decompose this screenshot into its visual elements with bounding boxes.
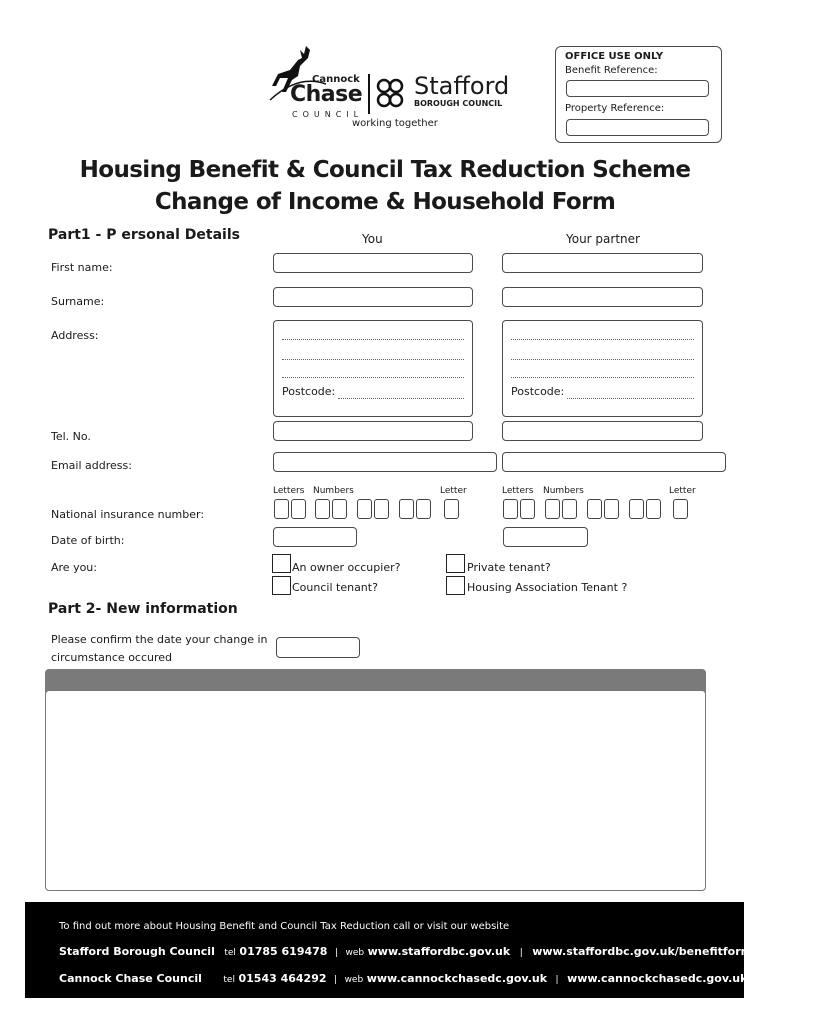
footer-stafford-row: Stafford Borough Council tel 01785 619478 | web www.staffordbc.gov.uk | www.staffordbc.gov.uk/benefitforms [59,945,759,958]
owner-label: An owner occupier? [292,561,401,574]
dob-you[interactable] [273,527,357,547]
footer-cannock-tel: 01543 464292 [238,972,327,985]
tel-label: Tel. No. [51,430,91,443]
ha-tenant-label: Housing Association Tenant ? [467,581,628,594]
logo-borough: BOROUGH COUNCIL [414,99,503,108]
ni-box[interactable] [587,499,602,519]
footer [25,902,831,998]
postcode-label-partner: Postcode: [511,385,565,398]
stafford-knot-icon [374,76,406,112]
benefit-ref-label: Benefit Reference: [565,65,658,76]
ni-box[interactable] [416,499,431,519]
ni-box[interactable] [503,499,518,519]
part2-heading: Part 2- New information [48,601,238,617]
dob-partner[interactable] [503,527,588,547]
ni-letters-partner: Letters [502,486,534,496]
email-partner[interactable] [502,452,726,472]
footer-stafford-tel: 01785 619478 [239,945,328,958]
ni-box[interactable] [357,499,372,519]
footer-cannock-row: Cannock Chase Council tel 01543 464292 | web www.cannockchasedc.gov.uk | www.cannockchasedc.gov.uk/benefitforms [59,972,831,985]
private-tenant-checkbox[interactable] [446,554,465,573]
ni-box[interactable] [274,499,289,519]
ni-box[interactable] [545,499,560,519]
ni-box[interactable] [520,499,535,519]
logo-cannock: Cannock [312,74,360,85]
ni-box[interactable] [673,499,688,519]
surname-label: Surname: [51,295,105,308]
footer-stafford-name: Stafford Borough Council [59,945,215,958]
ni-letters-you: Letters [273,486,305,496]
change-date-field[interactable] [276,637,360,658]
logo-stafford: Stafford [414,72,510,100]
private-tenant-label: Private tenant? [467,561,551,574]
ni-box[interactable] [444,499,459,519]
col-partner: Your partner [566,232,640,246]
footer-cannock-forms[interactable]: www.cannockchasedc.gov.uk/benefitforms [567,972,831,985]
first-name-partner[interactable] [502,253,703,273]
logo-chase: Chase [290,82,363,107]
footer-cannock-name: Cannock Chase Council [59,972,202,985]
email-label: Email address: [51,459,132,472]
benefit-ref-field[interactable] [566,80,709,97]
are-you-label: Are you: [51,561,97,574]
email-you[interactable] [273,452,497,472]
ni-box[interactable] [291,499,306,519]
ha-tenant-checkbox[interactable] [446,576,465,595]
office-use-box [555,46,722,143]
ni-label: National insurance number: [51,508,205,521]
address-label: Address: [51,329,99,342]
ni-box[interactable] [374,499,389,519]
address-you[interactable] [273,320,473,417]
surname-partner[interactable] [502,287,703,307]
footer-cannock-web[interactable]: www.cannockchasedc.gov.uk [366,972,548,985]
ni-numbers-you: Numbers [313,486,354,496]
part1-heading: Part1 - P ersonal Details [48,227,240,243]
council-logo [268,44,518,134]
property-ref-label: Property Reference: [565,103,665,114]
ni-box[interactable] [646,499,661,519]
surname-you[interactable] [273,287,473,307]
ni-letter-you: Letter [440,486,467,496]
ni-box[interactable] [399,499,414,519]
owner-checkbox[interactable] [272,554,291,573]
ni-box[interactable] [332,499,347,519]
office-use-title: OFFICE USE ONLY [565,51,664,62]
tel-you[interactable] [273,421,473,441]
footer-stafford-forms[interactable]: www.staffordbc.gov.uk/benefitforms [532,945,759,958]
form-title-line2: Change of Income & Household Form [154,189,616,215]
footer-stafford-web[interactable]: www.staffordbc.gov.uk [367,945,511,958]
tel-partner[interactable] [502,421,703,441]
col-you: You [362,232,383,246]
council-tenant-checkbox[interactable] [272,576,291,595]
ni-box[interactable] [562,499,577,519]
ni-box[interactable] [315,499,330,519]
ni-letter-partner: Letter [669,486,696,496]
ni-box[interactable] [629,499,644,519]
form-title-line1: Housing Benefit & Council Tax Reduction Scheme [79,157,691,183]
ni-numbers-partner: Numbers [543,486,584,496]
council-tenant-label: Council tenant? [292,581,378,594]
logo-council: COUNCIL [292,110,364,119]
footer-intro: To find out more about Housing Benefit and Council Tax Reduction call or visit our website [59,921,510,932]
property-ref-field[interactable] [566,119,709,136]
ni-box[interactable] [604,499,619,519]
logo-divider [368,74,370,114]
logo-tagline: working together [352,118,438,129]
postcode-label-you: Postcode: [282,385,336,398]
first-name-label: First name: [51,261,113,274]
confirm-date-label-2: circumstance occured [51,651,173,664]
dob-label: Date of birth: [51,534,125,547]
new-info-textarea[interactable] [45,690,706,891]
first-name-you[interactable] [273,253,473,273]
confirm-date-label-1: Please confirm the date your change in [51,633,268,646]
address-partner[interactable] [502,320,703,417]
